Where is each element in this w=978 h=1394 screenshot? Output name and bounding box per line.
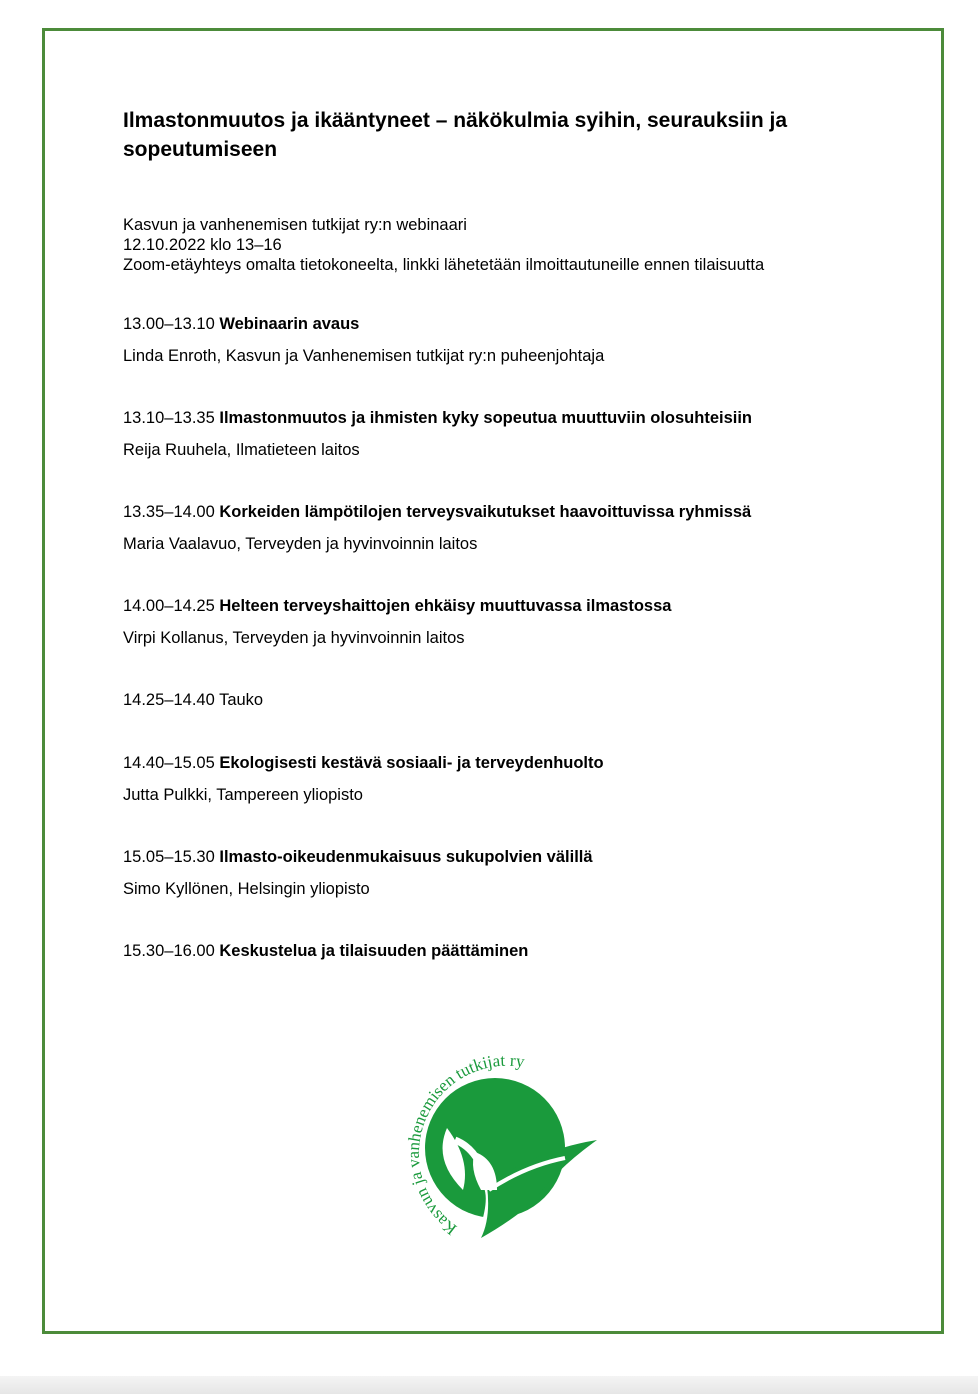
organization-logo xyxy=(385,1040,605,1250)
agenda-item xyxy=(123,690,263,710)
agenda-time: 14.25–14.40 xyxy=(123,691,215,709)
agenda-item xyxy=(123,314,604,366)
agenda-time: 15.05–15.30 xyxy=(123,848,215,866)
agenda-topic: Korkeiden lämpötilojen terveysvaikutukset haavoittuvissa ryhmissä xyxy=(219,503,752,521)
agenda-time: 15.30–16.00 xyxy=(123,942,215,960)
event-organizer: Kasvun ja vanhenemisen tutkijat ry:n webinaari xyxy=(123,216,467,234)
agenda-time: 13.10–13.35 xyxy=(123,409,215,427)
agenda-topic: Ilmasto-oikeudenmukaisuus sukupolvien välillä xyxy=(219,848,593,866)
agenda-item xyxy=(123,847,593,899)
agenda-topic: Webinaarin avaus xyxy=(219,315,360,333)
agenda-speaker: Maria Vaalavuo, Terveyden ja hyvinvoinnin laitos xyxy=(123,535,478,553)
agenda-speaker: Virpi Kollanus, Terveyden ja hyvinvoinnin laitos xyxy=(123,629,465,647)
agenda-topic: Keskustelua ja tilaisuuden päättäminen xyxy=(219,942,529,960)
agenda-topic: Ilmastonmuutos ja ihmisten kyky sopeutua muuttuviin olosuhteisiin xyxy=(219,409,753,427)
agenda-speaker: Simo Kyllönen, Helsingin yliopisto xyxy=(123,880,370,898)
agenda-item xyxy=(123,941,528,961)
agenda-topic: Tauko xyxy=(219,691,264,709)
logo-text-path: Kasvun ja vanhenemisen tutkijat ry xyxy=(403,1050,526,1239)
agenda-time: 13.35–14.00 xyxy=(123,503,215,521)
agenda-speaker: Linda Enroth, Kasvun ja Vanhenemisen tutkijat ry:n puheenjohtaja xyxy=(123,347,605,365)
agenda-topic: Ekologisesti kestävä sosiaali- ja terveydenhuolto xyxy=(219,754,604,772)
page-bottom-edge xyxy=(0,1376,978,1394)
agenda-item xyxy=(123,408,752,460)
agenda-speaker: Reija Ruuhela, Ilmatieteen laitos xyxy=(123,441,360,459)
agenda-speaker: Jutta Pulkki, Tampereen yliopisto xyxy=(123,786,363,804)
agenda-item xyxy=(123,502,751,554)
document-title: Ilmastonmuutos ja ikääntyneet – näkökulmia syihin, seurauksiin ja sopeutumiseen xyxy=(123,109,788,161)
agenda-item xyxy=(123,753,604,805)
agenda-time: 14.00–14.25 xyxy=(123,597,215,615)
leaf-sprout-icon xyxy=(425,1078,597,1238)
agenda-topic: Helteen terveyshaittojen ehkäisy muuttuvassa ilmastossa xyxy=(219,597,672,615)
agenda-time: 14.40–15.05 xyxy=(123,754,215,772)
event-date: 12.10.2022 klo 13–16 xyxy=(123,236,282,254)
agenda-time: 13.00–13.10 xyxy=(123,315,215,333)
agenda-item xyxy=(123,596,671,648)
event-info xyxy=(123,215,764,275)
event-venue: Zoom-etäyhteys omalta tietokoneelta, linkki lähetetään ilmoittautuneille ennen tilaisuutta xyxy=(123,256,765,274)
